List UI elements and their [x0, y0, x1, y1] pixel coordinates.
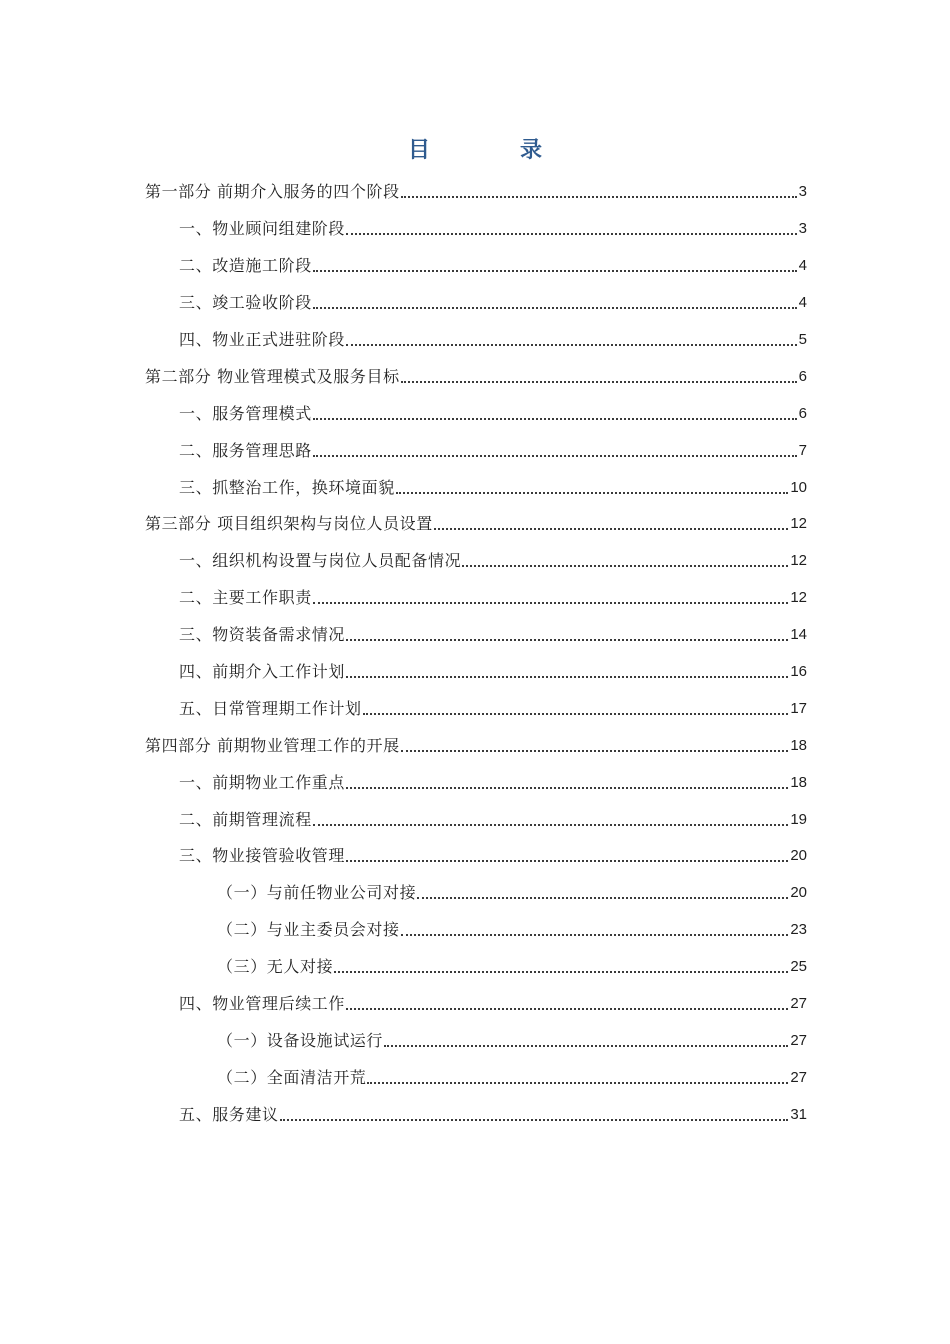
toc-entry-label: 三、抓整治工作，换环境面貌: [179, 477, 395, 497]
toc-entry-label: （三）无人对接: [217, 957, 334, 977]
toc-entry-label: 五、服务建议: [179, 1104, 279, 1124]
toc-dot-leader: [313, 404, 797, 424]
toc-entry-label: 五、日常管理期工作计划: [179, 698, 362, 718]
toc-dot-leader: [346, 219, 797, 239]
toc-entry-page-number: 25: [790, 958, 807, 976]
toc-entry-label: 第一部分 前期介入服务的四个阶段: [145, 182, 400, 202]
toc-entry-label: 三、物业接管验收管理: [179, 846, 346, 866]
toc-entry[interactable]: [145, 1059, 807, 1096]
toc-entry[interactable]: [145, 432, 807, 469]
toc-entry-page-number: 20: [790, 847, 807, 865]
toc-entry-label: （二）与业主委员会对接: [217, 920, 400, 940]
toc-entry-label: 二、主要工作职责: [179, 588, 312, 608]
toc-dot-leader: [313, 256, 797, 276]
toc-dot-leader: [367, 1068, 788, 1088]
toc-entry-label: （一）与前任物业公司对接: [217, 883, 417, 903]
toc-entry[interactable]: [145, 174, 807, 211]
toc-entry-label: 二、前期管理流程: [179, 809, 312, 829]
toc-dot-leader: [401, 367, 797, 387]
toc-entry[interactable]: [145, 949, 807, 986]
toc-entry-label: 四、物业正式进驻阶段: [179, 330, 346, 349]
toc-entry-label: （一）设备设施试运行: [217, 1030, 384, 1050]
toc-entry[interactable]: [145, 617, 807, 654]
toc-entry[interactable]: [145, 727, 807, 764]
toc-entry[interactable]: [145, 986, 807, 1023]
toc-entry-page-number: 10: [790, 478, 807, 496]
toc-title: 目 录: [407, 138, 576, 163]
toc-entry[interactable]: [145, 285, 807, 322]
toc-entry[interactable]: [145, 358, 807, 395]
toc-dot-leader: [384, 1031, 788, 1051]
toc-entry-label: 一、服务管理模式: [179, 403, 312, 423]
toc-entry[interactable]: [145, 654, 807, 691]
toc-entry[interactable]: [145, 469, 807, 506]
toc-entry-label: 二、服务管理思路: [179, 440, 312, 460]
toc-dot-leader: [313, 588, 789, 608]
toc-entry-page-number: 7: [798, 441, 807, 459]
toc-entry[interactable]: [145, 1022, 807, 1059]
toc-entry[interactable]: [145, 580, 807, 617]
toc-dot-leader: [363, 699, 789, 719]
toc-entry-label: 第四部分 前期物业管理工作的开展: [145, 735, 400, 755]
toc-entry-page-number: 12: [790, 552, 807, 570]
toc-entry-page-number: 18: [790, 736, 807, 754]
toc-dot-leader: [462, 551, 788, 571]
toc-dot-leader: [346, 330, 797, 350]
toc-dot-leader: [346, 662, 788, 682]
toc-entry-page-number: 4: [798, 294, 807, 312]
toc-entry-page-number: 6: [798, 367, 807, 385]
toc-entry-page-number: 6: [798, 404, 807, 422]
toc-entry[interactable]: [145, 506, 807, 543]
toc-dot-leader: [313, 441, 797, 461]
toc-entry[interactable]: [145, 211, 807, 248]
toc-entry-label: 二、改造施工阶段: [179, 256, 312, 276]
toc-entry[interactable]: [145, 764, 807, 801]
toc-entry[interactable]: [145, 1096, 807, 1133]
toc-entry[interactable]: [145, 248, 807, 285]
toc-entry-label: 四、物业管理后续工作: [179, 994, 346, 1014]
toc-entry-page-number: 5: [798, 331, 807, 348]
toc-entry-page-number: 17: [790, 699, 807, 717]
toc-entry-page-number: 14: [790, 626, 807, 644]
toc-entry[interactable]: [145, 838, 807, 875]
toc-entry[interactable]: [145, 690, 807, 727]
toc-entry-page-number: 12: [790, 589, 807, 607]
toc-entry-page-number: 16: [790, 663, 807, 681]
toc-entry-label: 四、前期介入工作计划: [179, 662, 346, 682]
toc-entry-page-number: 27: [790, 1068, 807, 1086]
toc-entry[interactable]: [145, 912, 807, 949]
toc-dot-leader: [346, 846, 788, 866]
toc-entry-page-number: 3: [798, 183, 807, 201]
toc-entry[interactable]: [145, 875, 807, 912]
toc-entry-page-number: 23: [790, 921, 807, 939]
toc-entry-label: 一、组织机构设置与岗位人员配备情况: [179, 551, 462, 571]
toc-entry-label: 三、物资装备需求情况: [179, 625, 346, 645]
toc-entry-label: 一、物业顾问组建阶段: [179, 219, 346, 239]
toc-entry-page-number: 27: [790, 995, 807, 1013]
toc-dot-leader: [313, 293, 797, 313]
toc-dot-leader: [334, 957, 788, 977]
toc-entry[interactable]: [145, 801, 807, 838]
toc-entry-label: 第二部分 物业管理模式及服务目标: [145, 366, 400, 386]
toc-entry-page-number: 19: [790, 810, 807, 828]
toc-entry-page-number: 18: [790, 773, 807, 791]
toc-dot-leader: [346, 994, 788, 1014]
toc-entry-label: 三、竣工验收阶段: [179, 293, 312, 313]
toc-dot-leader: [346, 773, 788, 793]
toc-dot-leader: [346, 625, 788, 645]
toc-dot-leader: [401, 182, 797, 202]
toc-dot-leader: [313, 810, 789, 830]
toc-entry[interactable]: [145, 395, 807, 432]
toc-dot-leader: [280, 1105, 789, 1125]
table-of-contents: [145, 174, 807, 1133]
toc-entry[interactable]: [145, 543, 807, 580]
toc-dot-leader: [417, 883, 788, 903]
toc-dot-leader: [401, 736, 789, 756]
toc-entry-label: 第三部分 项目组织架构与岗位人员设置: [145, 514, 433, 534]
toc-entry-page-number: 12: [790, 515, 807, 533]
toc-entry[interactable]: [145, 322, 807, 359]
toc-entry-page-number: 3: [798, 220, 807, 238]
toc-dot-leader: [396, 478, 789, 498]
toc-entry-label: （二）全面清洁开荒: [217, 1067, 367, 1087]
toc-entry-page-number: 4: [798, 257, 807, 275]
toc-dot-leader: [401, 920, 789, 940]
toc-entry-label: 一、前期物业工作重点: [179, 772, 346, 792]
toc-entry-page-number: 27: [790, 1031, 807, 1049]
toc-entry-page-number: 31: [790, 1105, 807, 1123]
toc-dot-leader: [434, 514, 788, 534]
toc-entry-page-number: 20: [790, 884, 807, 902]
